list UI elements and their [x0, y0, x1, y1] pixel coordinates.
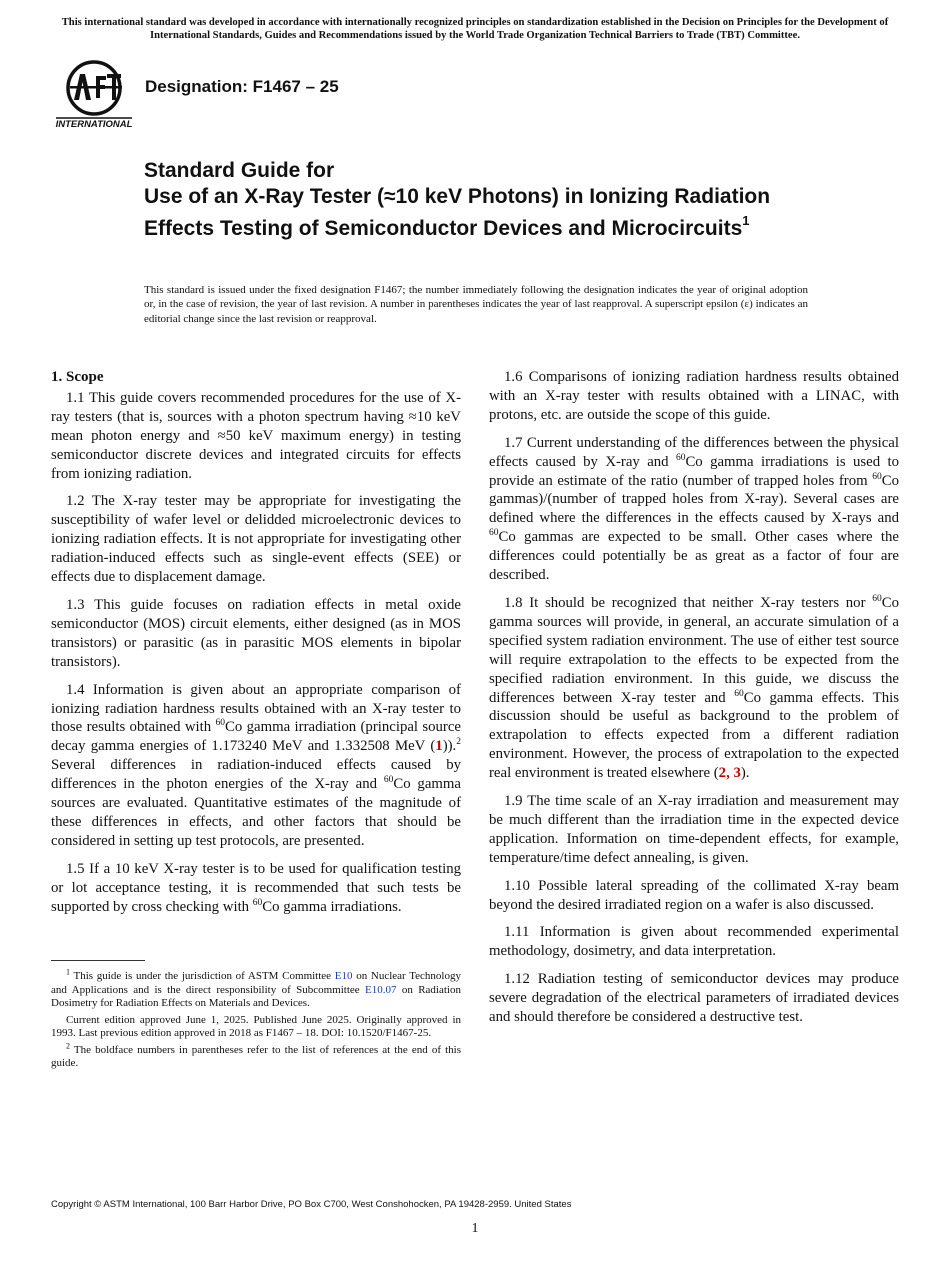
edition-note: Current edition approved June 1, 2025. Published June 2025. Originally approved in 1993. Last previous edition approved in 2018 as F1467 – 18. DOI: 10.1520/F1467-25.: [51, 1013, 461, 1039]
isotope-superscript: 60: [489, 528, 499, 539]
footnote-1: $^1$ This guide is under the jurisdiction of ASTM Committee E10 on Nuclear Technology and Applications and is the direct responsibility of Subcommittee E10.07 on Radiation Dosimetry for Radiation Effects on Materials and Devices.: [51, 967, 461, 1009]
astm-logo: [52, 56, 136, 132]
reference-link[interactable]: 3: [733, 765, 741, 782]
designation-explanation: This standard is issued under the fixed designation F1467; the number immediately following the designation indicates the year of original adoption or, in the case of revision, the year of last revision. A number in parentheses indicates the year of last reapproval. A superscript epsilon (ε) indicates an editorial change since the last revision or reapproval.: [144, 284, 808, 325]
reference-link[interactable]: 1: [435, 738, 443, 755]
paragraph-1-4: 1.4 Information is given about an appropriate comparison of ionizing radiation hardness results obtained with an X-ray tester to those results obtained with $^{60}$Co gamma irradiation (principal source decay gamma energies of 1.173240 MeV and 1.332508 MeV (1)).$^2$ Several differences in radiation-induced effects caused by differences in the photon energies of the X-ray and $^{60}$Co gamma sources are evaluated. Quantitative estimates of the magnitude of these differences in effects, and other factors that should be considered in setting up test protocols, are presented.: [51, 681, 461, 849]
subcommittee-link[interactable]: E10.07: [365, 983, 397, 996]
paragraph-1-6: 1.6 Comparisons of ionizing radiation hardness results obtained with an X-ray tester with results obtained with a LINAC, with protons, etc. are outside the scope of this guide.: [489, 369, 899, 423]
document-title: [144, 158, 844, 242]
title-line-1: Standard Guide for: [144, 159, 335, 182]
section-heading-scope: 1. Scope: [51, 369, 104, 385]
title-line-2: [144, 184, 844, 242]
designation: Designation: F1467 – 25: [145, 77, 339, 96]
standard-notice: This international standard was developed in accordance with internationally recognized principles on standardization established in the Decision on Principles for the Development of International Standards, Guides and Recommendations issued by the World Trade Organization Technical Barriers to Trade (TBT) Committee.: [61, 17, 889, 41]
paragraph-1-10: 1.10 Possible lateral spreading of the collimated X-ray beam beyond the desired irradiated region on a wafer is also discussed.: [489, 877, 899, 913]
left-column: [51, 368, 461, 925]
isotope-superscript: 60: [675, 452, 686, 463]
paragraph-1-9: 1.9 The time scale of an X-ray irradiation and measurement may be much different than the irradiation time in the expected device application. Information on time-dependent effects, for example, temperature/time defect annealing, is given.: [489, 793, 899, 866]
paragraph-1-5: 1.5 If a 10 keV X-ray tester is to be used for qualification testing or lot acceptance testing, it is recommended that such tests be supported by cross checking with $^{60}$Co gamma irradiations.: [51, 860, 461, 915]
isotope-superscript: 60: [734, 688, 744, 699]
footnote-divider: [51, 960, 145, 961]
paragraph-1-3: 1.3 This guide focuses on radiation effects in metal oxide semiconductor (MOS) circuit elements, either designed (as in MOS transistors) or parasitic (as in parasitic MOS elements in bipolar transistors).: [51, 596, 461, 670]
paragraph-1-8: 1.8 It should be recognized that neither X-ray testers nor $^{60}$Co gamma sources will provide, in general, an accurate simulation of a specified system radiation environment. The use of either test source will require extrapolation to the effects to be expected from the specified radiation environment. In this guide, we discuss the differences between X-ray tester and $^{60}$Co gamma effects. This discussion should be useful as background to the problem of extrapolation to effects expected from a different radiation environment. However, the process of extrapolation to the expected real environment is treated elsewhere (2, 3).: [489, 594, 899, 782]
paragraph-1-11: 1.11 Information is given about recommended experimental methodology, dosimetry, and data interpretation.: [489, 924, 899, 960]
logo-text: INTERNATIONAL: [55, 119, 133, 130]
paragraph-1-2: 1.2 The X-ray tester may be appropriate for investigating the susceptibility of wafer level or delidded microelectronic devices to ionizing radiation effects. It is not appropriate for investigating other radiation-induced effects such as single-event effects (SEE) or effects due to displacement damage.: [51, 493, 461, 586]
committee-link[interactable]: E10: [334, 970, 353, 982]
title-main: Use of an X-Ray Tester (≈10 keV Photons) in Ionizing Radiation Effects Testing of Semiconductor Devices and Microcircuits: [144, 185, 771, 240]
isotope-superscript: 60: [383, 775, 394, 786]
isotope-superscript: 60: [872, 594, 882, 605]
paragraph-1-1: 1.1 This guide covers recommended procedures for the use of X-ray testers (that is, sources with a photon spectrum having ≈10 keV mean photon energy and ≈50 keV maximum energy) in testing semiconductor discrete devices and integrated circuits for effects from ionizing radiation.: [51, 389, 461, 482]
paragraph-1-12: 1.12 Radiation testing of semiconductor devices may produce severe degradation of the electrical parameters of irradiated devices and should therefore be considered a destructive test.: [489, 971, 899, 1026]
footnote-mark: 2: [456, 737, 461, 748]
footnote-2: $^2$ The boldface numbers in parentheses refer to the list of references at the end of this guide.: [51, 1040, 461, 1069]
isotope-superscript: 60: [252, 897, 263, 908]
reference-link[interactable]: 2: [718, 765, 727, 782]
paragraph-1-7: 1.7 Current understanding of the differences between the physical effects caused by X-ray and $^{60}$Co gamma irradiations is used to provide an estimate of the ratio (number of trapped holes from $^{60}$Co gammas)/(number of trapped holes from X-ray). Several cases are defined where the differences in the effects caused by X-rays and $^{60}$Co gammas are expected to be small. Other cases where the differences could potentially be as great as a factor of four are described.: [489, 434, 899, 584]
footnotes: [51, 967, 461, 1074]
reference-separator: ,: [726, 765, 734, 782]
right-column: [489, 368, 899, 1036]
isotope-superscript: 60: [872, 471, 882, 482]
title-footnote-mark: 1: [742, 213, 750, 228]
page-number: 1: [471, 1221, 479, 1236]
isotope-superscript: 60: [215, 718, 226, 729]
copyright-notice: Copyright © ASTM International, 100 Barr Harbor Drive, PO Box C700, West Conshohocken, PA 19428-2959. United States: [51, 1199, 572, 1210]
